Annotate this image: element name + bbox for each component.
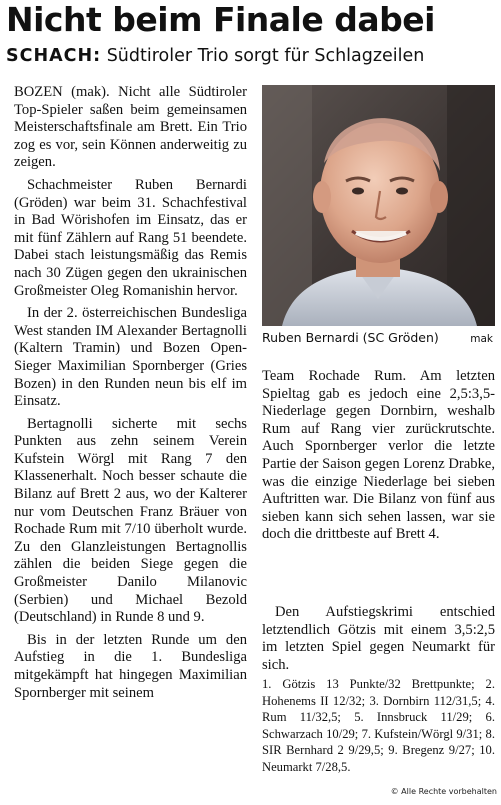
subheadline-text: Südtiroler Trio sorgt für Schlagzeilen bbox=[106, 46, 425, 66]
paragraph: Bis in der letzten Runde um den Aufstieg in die 1. Bundesliga mitgekämpft hat hingegen Maximilian Spornberger mit seinem bbox=[14, 631, 247, 701]
paragraph: Den Aufstiegskrimi entschied letztendlich Götzis mit einem 3,5:2,5 im letzten Spiel gegen Neumarkt für sich. bbox=[262, 604, 495, 673]
article-column-1 bbox=[14, 84, 247, 702]
portrait-photo bbox=[262, 85, 495, 326]
article-column-2-end bbox=[262, 604, 495, 674]
article-column-2 bbox=[262, 368, 495, 544]
paragraph: Team Rochade Rum. Am letzten Spieltag gab es jedoch eine 2,5:3,5-Niederlage gegen Dornbirn, weshalb Rum auf Rang vier zurückrutschte. Auch Spornberger verlor die letzte Partie der Saison gegen Lorenz Drabke, was die einzige Niederlage bei sieben Auftritten war. Die Bilanz von fünf aus sieben kann sich sehen lassen, war sie doch die drittbeste auf Brett 4. bbox=[262, 368, 495, 543]
portrait-illustration bbox=[262, 85, 495, 326]
paragraph: Schachmeister Ruben Bernardi (Gröden) war beim 31. Schachfestival in Bad Wörishofen im Einsatz, das er mit fünf Zählern auf Rang 51 beendete. Dabei stach leistungsmäßig das Remis nach 30 Zügen gegen den ukrainischen Großmeister Oleg Romanishin hervor. bbox=[14, 176, 247, 299]
photo-caption bbox=[262, 330, 495, 346]
paragraph: Bertagnolli sicherte mit sechs Punkten aus zehn seinem Verein Kufstein Wörgl mit Rang 7 den Klassenerhalt. Noch besser schaute die Bilanz auf Brett 2 aus, wo der Kalterer nur vom Deutschen Franz Bräuer von Rochade Rum mit 7/10 überholt wurde. Zu den Glanzleistungen Bertagnollis zählen die beiden Siege gegen die Großmeister Danilo Milanovic (Serbien) und Michael Bezold (Deutschland) in Runde 8 und 9. bbox=[14, 415, 247, 626]
paragraph: In der 2. österreichischen Bundesliga West standen IM Alexander Bertagnolli (Kaltern Tramin) und Bozen Open-Sieger Maximilian Spornberger (Gries Bozen) in den Runden neun bis elf im Einsatz. bbox=[14, 305, 247, 410]
headline: Nicht beim Finale dabei bbox=[6, 0, 435, 39]
photo-caption-text: Ruben Bernardi (SC Gröden) bbox=[262, 330, 439, 345]
subheadline bbox=[6, 44, 496, 68]
photo-credit: mak bbox=[470, 333, 493, 345]
kicker: SCHACH: bbox=[6, 46, 102, 66]
copyright-notice: © Alle Rechte vorbehalten bbox=[390, 787, 497, 796]
paragraph-lead: BOZEN (mak). Nicht alle Südtiroler Top-Spieler saßen beim gemeinsamen Meisterschaftsfinale am Brett. Ein Trio zog es vor, sein Können anderweitig zu zeigen. bbox=[14, 84, 247, 171]
standings-table: 1. Götzis 13 Punkte/32 Brettpunkte; 2. Hohenems II 12/32; 3. Dornbirn 112/31,5; 4. Rum 11/32,5; 5. Innsbruck 11/29; 6. Schwarzach 10/29; 7. Kufstein/Wörgl 9/31; 8. SIR Bernhard 2 9/29,5; 9. Bregenz 9/27; 10. Neumarkt 7/28,5. bbox=[262, 677, 495, 774]
